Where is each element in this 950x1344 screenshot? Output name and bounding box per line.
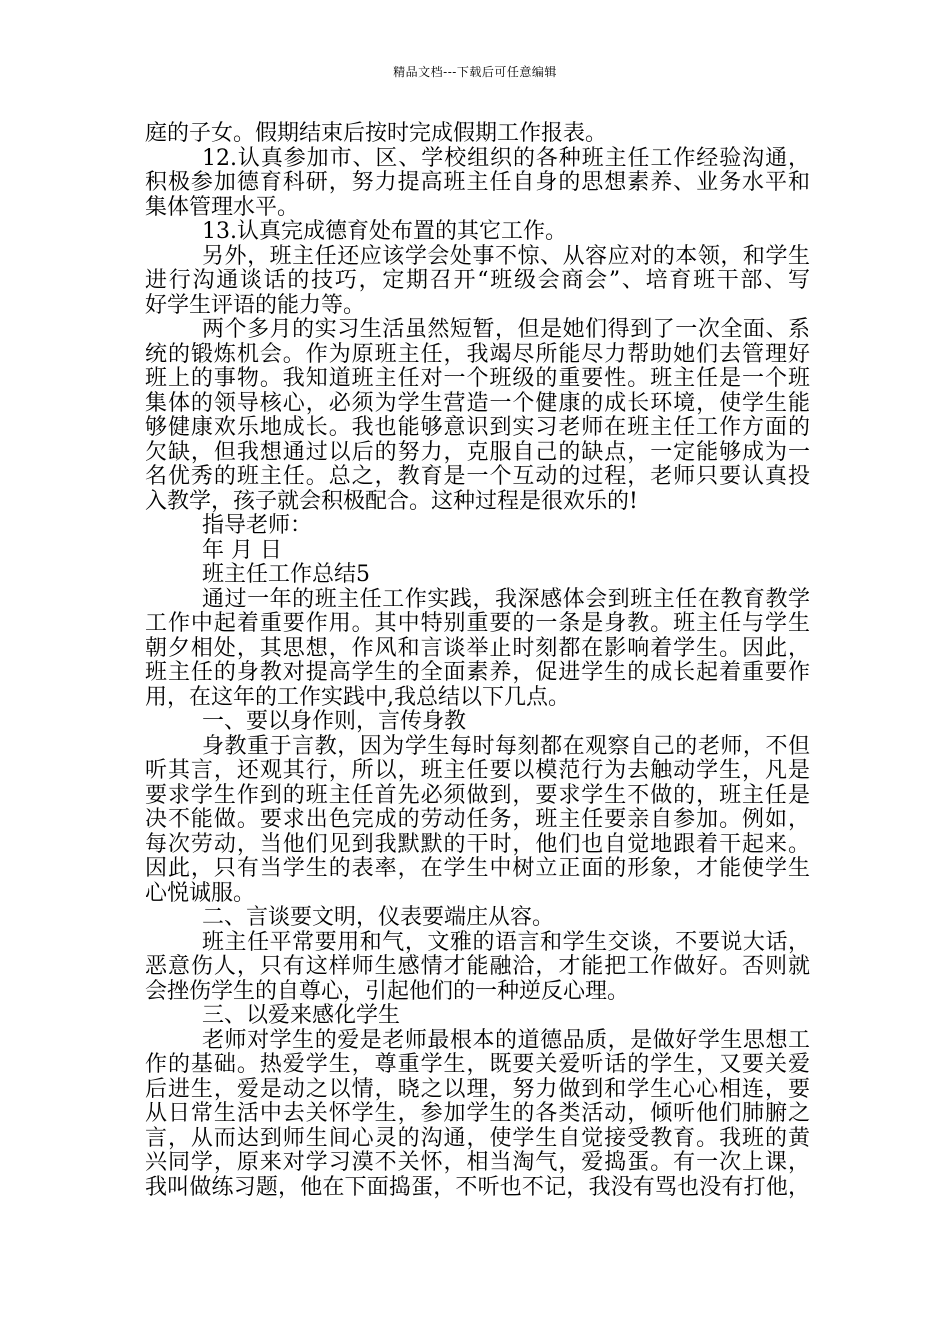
text-line: 二、言谈要文明，仪表要端庄从容。 xyxy=(202,905,555,930)
text-line: 班主任的身教对提高学生的全面素养，促进学生的成长起着重要作 xyxy=(145,660,810,685)
text-line: 一、要以身作则，言传身教 xyxy=(202,709,467,734)
text-line: 身教重于言教，因为学生每时每刻都在观察自己的老师，不但 xyxy=(202,733,810,759)
text-line: 13.认真完成德育处布置的其它工作。 xyxy=(202,219,567,244)
text-line: 好学生评语的能力等。 xyxy=(145,292,366,318)
page-header: 精品文档---下载后可任意编辑 xyxy=(393,65,557,79)
text-line: 从日常生活中去关怀学生，参加学生的各类活动，倾听他们肺腑之 xyxy=(145,1101,810,1126)
text-line: 工作中起着重要作用。其中特别重要的一条是身教。班主任与学生 xyxy=(145,611,810,636)
text-line: 进行沟通谈话的技巧，定期召开“班级会商会”、培育班干部、写 xyxy=(145,268,810,293)
text-line: 庭的子女。假期结束后按时完成假期工作报表。 xyxy=(145,121,608,146)
text-line: 两个多月的实习生活虽然短暂，但是她们得到了一次全面、系 xyxy=(202,317,810,342)
text-line: 指导老师： xyxy=(202,513,313,538)
text-line: 入教学，孩子就会积极配合。这种过程是很欢乐的! xyxy=(145,488,638,514)
text-line: 班上的事物。我知道班主任对一个班级的重要性。班主任是一个班 xyxy=(145,366,810,391)
text-line: 每次劳动，当他们见到我默默的干时，他们也自觉地跟着干起来。 xyxy=(145,831,810,857)
document-body xyxy=(145,122,810,1200)
text-line: 统的锻炼机会。作为原班主任，我竭尽所能尽力帮助她们去管理好 xyxy=(145,341,810,367)
text-line: 心悦诚服。 xyxy=(145,880,256,906)
text-line: 用，在这年的工作实践中,我总结以下几点。 xyxy=(145,684,570,710)
text-line: 决不能做。要求出色完成的劳动任务，班主任要亲自参加。例如， xyxy=(145,807,810,832)
text-line: 通过一年的班主任工作实践，我深感体会到班主任在教育教学 xyxy=(202,586,810,612)
text-line: 听其言，还观其行，所以，班主任要以模范行为去触动学生，凡是 xyxy=(145,758,810,783)
text-line: 年 月 日 xyxy=(202,537,282,563)
text-line: 我叫做练习题，他在下面捣蛋，不听也不记，我没有骂也没有打他， xyxy=(145,1174,810,1200)
text-line: 恶意伤人，只有这样师生感情才能融洽，才能把工作做好。否则就 xyxy=(145,954,810,979)
text-line: 作的基础。热爱学生，尊重学生，既要关爱听话的学生，又要关爱 xyxy=(145,1052,810,1077)
text-line: 班主任平常要用和气，文雅的语言和学生交谈，不要说大话， xyxy=(202,929,810,955)
text-line: 朝夕相处，其思想，作风和言谈举止时刻都在影响着学生。因此， xyxy=(145,635,810,661)
text-line: 兴同学，原来对学习漠不关怀，相当淘气，爱捣蛋。有一次上课， xyxy=(145,1150,810,1175)
text-line: 因此，只有当学生的表率，在学生中树立正面的形象，才能使学生 xyxy=(145,856,810,881)
text-line: 三、以爱来感化学生 xyxy=(202,1003,401,1028)
text-line: 名优秀的班主任。总之，教育是一个互动的过程，老师只要认真投 xyxy=(145,464,810,489)
text-line: 会挫伤学生的自尊心，引起他们的一种逆反心理。 xyxy=(145,978,630,1004)
text-line: 积极参加德育科研，努力提高班主任自身的思想素养、业务水平和 xyxy=(145,170,810,195)
text-line: 老师对学生的爱是老师最根本的道德品质，是做好学生思想工 xyxy=(202,1027,810,1053)
text-line: 言，从而达到师生间心灵的沟通，使学生自觉接受教育。我班的黄 xyxy=(145,1125,810,1151)
text-line: 要求学生作到的班主任首先必须做到，要求学生不做的，班主任是 xyxy=(145,782,810,808)
text-line: 后进生，爱是动之以情，晓之以理，努力做到和学生心心相连，要 xyxy=(145,1076,810,1102)
text-line: 12.认真参加市、区、学校组织的各种班主任工作经验沟通， xyxy=(202,145,810,171)
text-line: 欠缺，但我想通过以后的努力，克服自己的缺点，一定能够成为一 xyxy=(145,439,810,465)
text-line: 够健康欢乐地成长。我也能够意识到实习老师在班主任工作方面的 xyxy=(145,415,810,440)
text-line: 班主任工作总结5 xyxy=(202,562,370,587)
text-line: 集体管理水平。 xyxy=(145,194,300,220)
text-line: 另外，班主任还应该学会处事不惊、从容应对的本领，和学生 xyxy=(202,243,810,269)
text-line: 集体的领导核心，必须为学生营造一个健康的成长环境，使学生能 xyxy=(145,390,810,416)
